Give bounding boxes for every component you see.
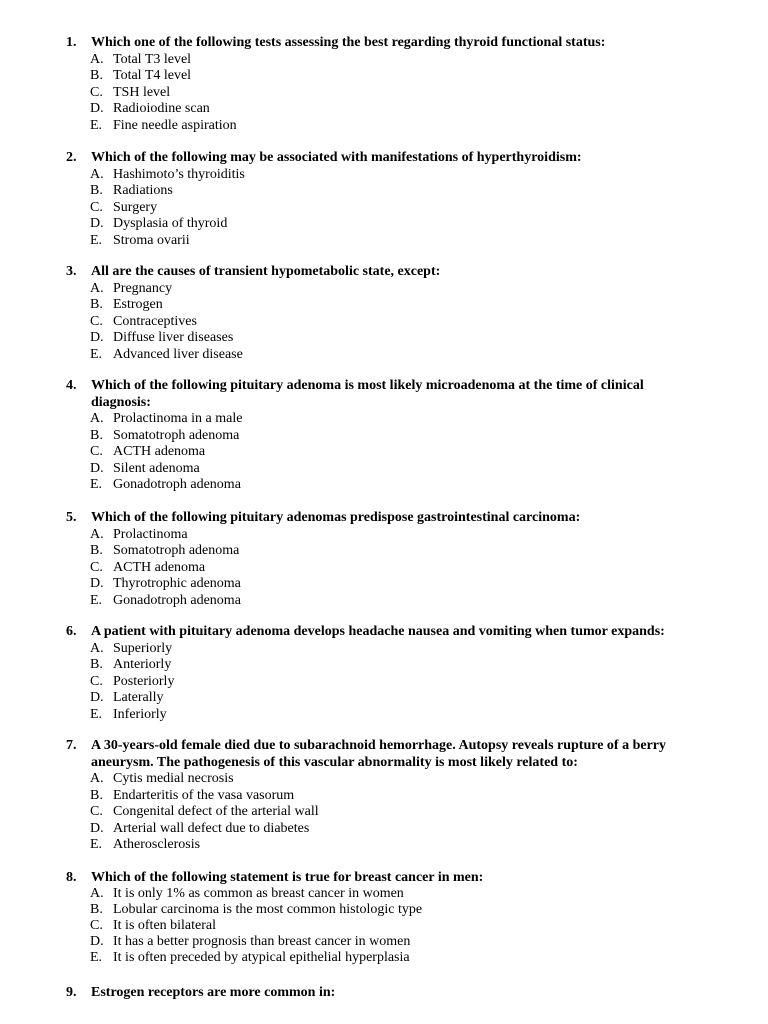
option-text: It has a better prognosis than breast cancer in women bbox=[113, 934, 411, 949]
option-text: Inferiorly bbox=[113, 706, 167, 722]
option-letter: B. bbox=[90, 787, 103, 803]
option-b bbox=[0, 428, 768, 445]
option-letter: E. bbox=[90, 592, 103, 608]
option-d bbox=[0, 690, 768, 707]
option-e bbox=[0, 477, 768, 494]
question-number: 3. bbox=[66, 264, 77, 279]
option-text: It is only 1% as common as breast cancer in women bbox=[113, 886, 404, 901]
option-text: Anteriorly bbox=[113, 657, 172, 672]
option-e bbox=[0, 118, 768, 135]
option-letter: B. bbox=[90, 427, 103, 443]
option-letter: E. bbox=[90, 477, 103, 492]
option-d bbox=[0, 461, 768, 478]
option-text: Congenital defect of the arterial wall bbox=[113, 804, 319, 819]
option-text: Silent adenoma bbox=[113, 460, 200, 476]
option-letter: C. bbox=[90, 444, 103, 459]
option-text: Pregnancy bbox=[113, 280, 173, 296]
option-c bbox=[0, 85, 768, 102]
option-letter: A. bbox=[90, 51, 104, 67]
option-letter: B. bbox=[90, 902, 103, 917]
question-text: Which one of the following tests assessing the best regarding thyroid functional status: bbox=[91, 35, 606, 50]
question-number: 2. bbox=[66, 150, 77, 165]
option-text: Stroma ovarii bbox=[113, 232, 190, 248]
option-c bbox=[0, 918, 768, 935]
option-letter: C. bbox=[90, 559, 103, 575]
option-b bbox=[0, 543, 768, 560]
question-text: Which of the following pituitary adenomas predispose gastrointestinal carcinoma: bbox=[91, 510, 581, 525]
option-a bbox=[0, 167, 768, 184]
option-d bbox=[0, 101, 768, 118]
option-letter: E. bbox=[90, 950, 103, 965]
option-letter: C. bbox=[90, 199, 103, 215]
option-text: Superiorly bbox=[113, 640, 173, 656]
option-a bbox=[0, 641, 768, 658]
option-text: Diffuse liver diseases bbox=[113, 330, 234, 345]
option-text: Somatotroph adenoma bbox=[113, 427, 240, 443]
option-text: ACTH adenoma bbox=[113, 559, 206, 575]
option-letter: C. bbox=[90, 313, 103, 329]
option-letter: E. bbox=[90, 706, 103, 722]
option-text: Fine needle aspiration bbox=[113, 117, 237, 133]
option-text: TSH level bbox=[113, 84, 171, 100]
option-letter: D. bbox=[90, 101, 104, 116]
option-text: ACTH adenoma bbox=[113, 444, 206, 459]
option-d bbox=[0, 821, 768, 838]
option-letter: C. bbox=[90, 84, 103, 100]
option-letter: D. bbox=[90, 216, 104, 231]
option-e bbox=[0, 837, 768, 854]
option-letter: D. bbox=[90, 330, 104, 345]
option-letter: A. bbox=[90, 771, 104, 786]
question-number: 9. bbox=[66, 985, 77, 1000]
option-text: Thyrotrophic adenoma bbox=[113, 576, 241, 591]
question-text: Estrogen receptors are more common in: bbox=[91, 985, 336, 1000]
option-letter: D. bbox=[90, 690, 104, 705]
option-letter: E. bbox=[90, 837, 103, 852]
option-letter: C. bbox=[90, 804, 103, 819]
option-letter: E. bbox=[90, 232, 103, 248]
option-letter: A. bbox=[90, 166, 104, 182]
option-text: Endarteritis of the vasa vasorum bbox=[113, 787, 295, 803]
question-text: All are the causes of transient hypometabolic state, except: bbox=[91, 264, 441, 279]
option-text: Lobular carcinoma is the most common histologic type bbox=[113, 902, 423, 917]
option-text: It is often preceded by atypical epithelial hyperplasia bbox=[113, 950, 410, 965]
question-number: 7. bbox=[66, 738, 77, 753]
option-a bbox=[0, 52, 768, 69]
option-a bbox=[0, 527, 768, 544]
option-letter: C. bbox=[90, 918, 103, 933]
option-text: Total T4 level bbox=[113, 68, 192, 83]
option-letter: C. bbox=[90, 673, 103, 689]
option-b bbox=[0, 902, 768, 919]
question-text: Which of the following may be associated with manifestations of hyperthyroidism: bbox=[91, 150, 582, 165]
option-a bbox=[0, 281, 768, 298]
option-e bbox=[0, 950, 768, 967]
option-text: Surgery bbox=[113, 199, 158, 215]
option-letter: A. bbox=[90, 640, 104, 656]
option-e bbox=[0, 233, 768, 250]
option-text: Total T3 level bbox=[113, 51, 192, 67]
option-letter: B. bbox=[90, 297, 103, 312]
question-number: 6. bbox=[66, 624, 77, 639]
option-b bbox=[0, 657, 768, 674]
option-text: Prolactinoma bbox=[113, 526, 188, 542]
option-letter: D. bbox=[90, 934, 104, 949]
option-text: Gonadotroph adenoma bbox=[113, 592, 241, 608]
option-text: Cytis medial necrosis bbox=[113, 771, 234, 786]
option-letter: D. bbox=[90, 460, 104, 476]
option-letter: B. bbox=[90, 543, 103, 558]
option-d bbox=[0, 576, 768, 593]
option-text: Advanced liver disease bbox=[113, 346, 243, 362]
option-c bbox=[0, 200, 768, 217]
option-c bbox=[0, 444, 768, 461]
question-text: Which of the following pituitary adenoma is most likely microadenoma at the time of clinical diagnosis: bbox=[91, 378, 644, 410]
question-number: 5. bbox=[66, 510, 77, 525]
option-text: Atherosclerosis bbox=[113, 837, 201, 852]
option-b bbox=[0, 183, 768, 200]
option-b bbox=[0, 68, 768, 85]
option-b bbox=[0, 788, 768, 805]
option-text: Contraceptives bbox=[113, 313, 197, 329]
option-letter: A. bbox=[90, 411, 104, 426]
option-b bbox=[0, 297, 768, 314]
option-c bbox=[0, 560, 768, 577]
option-text: Arterial wall defect due to diabetes bbox=[113, 820, 310, 836]
option-c bbox=[0, 314, 768, 331]
question-number: 1. bbox=[66, 35, 77, 50]
option-letter: E. bbox=[90, 346, 103, 362]
question-number: 8. bbox=[66, 870, 77, 885]
question-text: Which of the following statement is true for breast cancer in men: bbox=[91, 870, 484, 885]
option-text: Laterally bbox=[113, 690, 164, 705]
option-letter: D. bbox=[90, 820, 104, 836]
option-d bbox=[0, 216, 768, 233]
option-d bbox=[0, 330, 768, 347]
option-letter: D. bbox=[90, 576, 104, 591]
option-a bbox=[0, 411, 768, 428]
option-text: Radioiodine scan bbox=[113, 101, 210, 116]
option-c bbox=[0, 674, 768, 691]
option-text: Gonadotroph adenoma bbox=[113, 477, 241, 492]
option-text: Hashimoto’s thyroiditis bbox=[113, 166, 245, 182]
option-text: Posteriorly bbox=[113, 673, 175, 689]
option-e bbox=[0, 347, 768, 364]
option-text: It is often bilateral bbox=[113, 918, 217, 933]
option-letter: A. bbox=[90, 280, 104, 296]
option-letter: B. bbox=[90, 68, 103, 83]
option-text: Dysplasia of thyroid bbox=[113, 216, 228, 231]
option-e bbox=[0, 593, 768, 610]
option-a bbox=[0, 771, 768, 788]
option-d bbox=[0, 934, 768, 951]
question-text: A patient with pituitary adenoma develops headache nausea and vomiting when tumor expands: bbox=[91, 624, 665, 639]
option-c bbox=[0, 804, 768, 821]
option-letter: E. bbox=[90, 117, 103, 133]
option-letter: A. bbox=[90, 886, 104, 901]
option-text: Radiations bbox=[113, 183, 173, 198]
option-a bbox=[0, 886, 768, 903]
question-text: A 30-years-old female died due to subarachnoid hemorrhage. Autopsy reveals rupture of a berry aneurysm. The pathogenesis of this vascular abnormality is most likely related to: bbox=[91, 738, 667, 770]
option-letter: B. bbox=[90, 657, 103, 672]
option-text: Estrogen bbox=[113, 297, 163, 312]
option-text: Somatotroph adenoma bbox=[113, 543, 240, 558]
option-letter: B. bbox=[90, 183, 103, 198]
question-number: 4. bbox=[66, 378, 77, 393]
option-letter: A. bbox=[90, 526, 104, 542]
option-text: Prolactinoma in a male bbox=[113, 411, 243, 426]
option-e bbox=[0, 707, 768, 724]
